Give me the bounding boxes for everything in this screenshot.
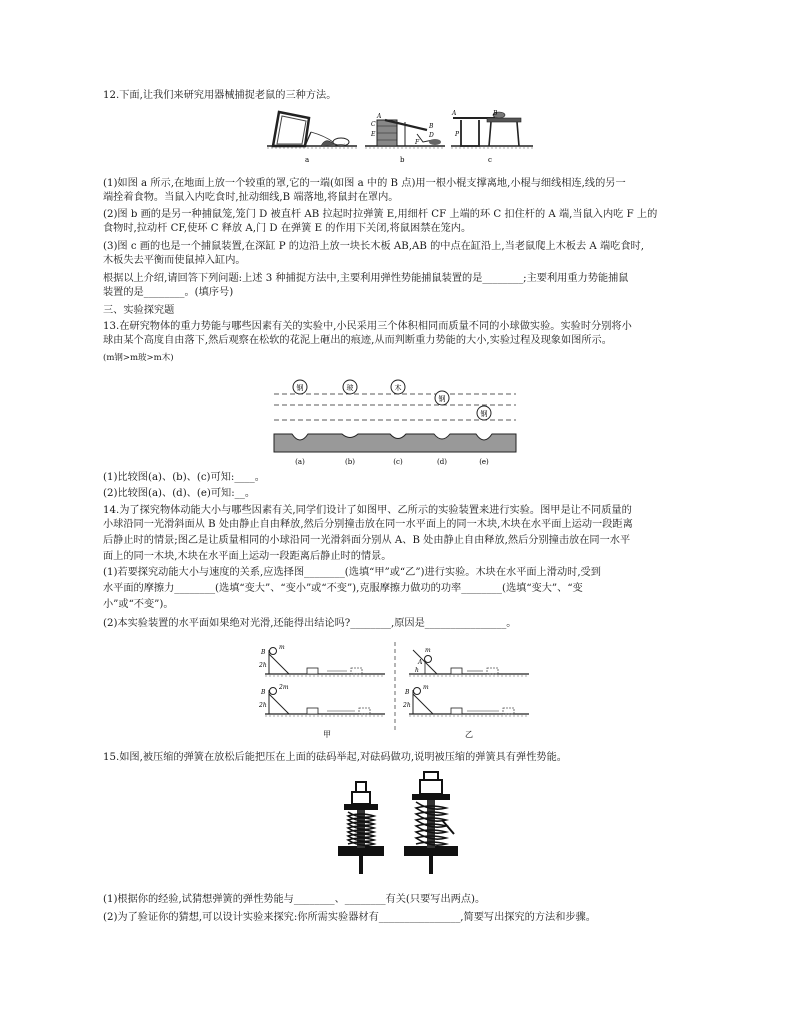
q14-line5: (1)若要探究动能大小与速度的关系,应选择图________(选填“甲”或“乙”)进行实验。木块在水平面上滑动时,受到 <box>103 567 601 578</box>
svg-text:D: D <box>429 132 434 139</box>
svg-text:h: h <box>415 667 419 674</box>
label-yi: 乙 <box>465 730 473 739</box>
compressed-spring-left <box>338 782 384 874</box>
fig-label-a: a <box>305 156 310 164</box>
svg-text:A: A <box>377 113 382 120</box>
svg-text:m: m <box>279 644 285 651</box>
q14-line1: 14.为了探究物体动能大小与哪些因素有关,同学们设计了如图甲、乙所示的实验装置来进行实验。图甲是让不同质量的 <box>103 505 632 516</box>
q12-title: 12.下面,让我们来研究用器械捕捉老鼠的三种方法。 <box>103 90 337 101</box>
q13-answer1: (1)比较图(a)、(b)、(c)可知:____。 <box>103 472 265 483</box>
label-jia: 甲 <box>323 730 331 739</box>
q14-line7: 小”或“不变”)。 <box>103 599 174 610</box>
svg-text:E: E <box>371 131 376 138</box>
svg-text:玻: 玻 <box>346 384 354 392</box>
fig-label-c: c <box>488 156 492 164</box>
svg-text:钢: 钢 <box>438 395 446 403</box>
svg-text:2h: 2h <box>259 662 267 669</box>
svg-text:2h: 2h <box>259 702 267 709</box>
ball-a-steel <box>293 380 307 394</box>
svg-text:B: B <box>429 123 434 130</box>
svg-text:C: C <box>371 121 376 128</box>
figure-b-mouse-cage <box>365 113 445 164</box>
q15-answer2: (2)为了验证你的猜想,可以设计实验来探究:你所需实验器材有________________,简要写出探究的方法和步骤。 <box>103 912 596 923</box>
released-spring-right <box>404 772 458 874</box>
section-title: 三、实验探究题 <box>103 305 175 316</box>
q12-question-line1: 根据以上介绍,请回答下列问题:上述 3 种捕捉方法中,主要利用弹性势能捕鼠装置的是________;主要利用重力势能捕鼠 <box>103 273 629 284</box>
svg-text:A: A <box>452 110 457 117</box>
q15-spring-figure <box>338 770 460 876</box>
svg-text:m: m <box>423 684 429 691</box>
ball-e-steel <box>477 406 491 420</box>
q13-line2: 球由某个高度自由落下,然后观察在松软的花泥上砸出的痕迹,从而判断重力势能的大小,实验过程及现象如图所示。 <box>103 335 612 346</box>
svg-text:2m: 2m <box>279 684 289 691</box>
q14-figure <box>255 640 540 740</box>
q14-line2: 小球沿同一光滑斜面从 B 处由静止自由释放,然后分别撞击放在同一水平面上的同一木块,木块在水平面上运动一段距离 <box>103 519 633 530</box>
fig-label-b: b <box>400 156 405 164</box>
svg-text:钢: 钢 <box>480 410 488 418</box>
q14-line3: 后静止时的情景;图乙是让质量相同的小球沿同一光滑斜面分别从 A、B 处由静止自由释放,然后分别撞击放在同一水平 <box>103 535 631 546</box>
svg-text:B: B <box>261 649 266 656</box>
q12-para2-line1: (2)图 b 画的是另一种捕鼠笼,笼门 D 被直杆 AB 拉起时拉弹簧 E,用细杆 CF 上端的环 C 扣住杆的 A 端,当鼠入内吃 F 上的 <box>103 209 658 220</box>
svg-text:P: P <box>455 131 460 138</box>
q12-para1-line1: (1)如图 a 所示,在地面上放一个较重的罩,它的一端(如图 a 中的 B 点)用一根小棍支撑离地,小棍与细线相连,线的另一 <box>103 178 626 189</box>
svg-text:B: B <box>405 689 410 696</box>
q15-answer1: (1)根据你的经验,试猜想弹簧的弹性势能与________、________有关(只要写出两点)。 <box>103 894 486 905</box>
q12-question-line2: 装置的是________。(填序号) <box>103 287 234 298</box>
ball-c-wood <box>391 380 405 394</box>
fig-label-d: (d) <box>437 458 447 466</box>
q12-para1-line2: 端拴着食物。当鼠入内吃食时,扯动细线,B 端落地,将鼠封在罩内。 <box>103 192 399 203</box>
q14-line4: 面上的同一木块,木块在水平面上运动一段距离后静止时的情景。 <box>103 551 392 562</box>
svg-text:木: 木 <box>394 384 402 392</box>
jia-setup-bottom <box>258 684 385 716</box>
figure-c-vat-trap <box>451 110 533 164</box>
fig-label-e: (e) <box>479 458 489 466</box>
svg-text:B: B <box>493 110 498 117</box>
svg-text:钢: 钢 <box>296 384 304 392</box>
svg-text:F: F <box>415 139 420 146</box>
q14-line8: (2)本实验装置的水平面如果绝对光滑,还能得出结论吗?________,原因是________________。 <box>103 618 517 629</box>
fig-label-c: (c) <box>393 458 403 466</box>
q12-figures <box>265 106 535 168</box>
q13-figure <box>270 374 520 470</box>
q12-para2-line2: 食物时,拉动杆 CF,使环 C 释放 A,门 D 在弹簧 E 的作用下关闭,将鼠困禁在笼内。 <box>103 223 472 234</box>
jia-setup-top <box>258 644 385 676</box>
q12-para3-line1: (3)图 c 画的也是一个捕鼠装置,在深缸 P 的边沿上放一块长木板 AB,AB 的中点在缸沿上,当老鼠爬上木板去 A 端吃食时, <box>103 241 644 252</box>
fig-label-a: (a) <box>295 458 305 466</box>
svg-text:B: B <box>261 689 266 696</box>
yi-setup-bottom <box>402 684 529 716</box>
yi-setup-top <box>409 647 529 676</box>
fig-label-b: (b) <box>345 458 355 466</box>
q12-para3-line2: 木板失去平衡而使鼠掉入缸内。 <box>103 255 246 266</box>
q14-line6: 水平面的摩擦力________(选填“变大”、“变小”或“不变”),克服摩擦力做功的功率________(选填“变大”、“变 <box>103 583 583 594</box>
svg-text:A: A <box>418 659 423 666</box>
figure-a-mouse-cover-trap <box>267 112 357 164</box>
q15-line1: 15.如图,被压缩的弹簧在放松后能把压在上面的砝码举起,对砝码做功,说明被压缩的弹簧具有弹性势能。 <box>103 752 567 763</box>
ball-d-steel <box>435 391 449 405</box>
q13-line1: 13.在研究物体的重力势能与哪些因素有关的实验中,小民采用三个体积相同而质量不同的小球做实验。实验时分别将小 <box>103 321 632 332</box>
svg-text:m: m <box>425 647 431 654</box>
svg-text:2h: 2h <box>403 702 411 709</box>
q13-mass-relation: (m钢>m玻>m木) <box>103 353 174 363</box>
q13-answer2: (2)比较图(a)、(d)、(e)可知:__。 <box>103 488 256 499</box>
ball-b-glass <box>343 380 357 394</box>
